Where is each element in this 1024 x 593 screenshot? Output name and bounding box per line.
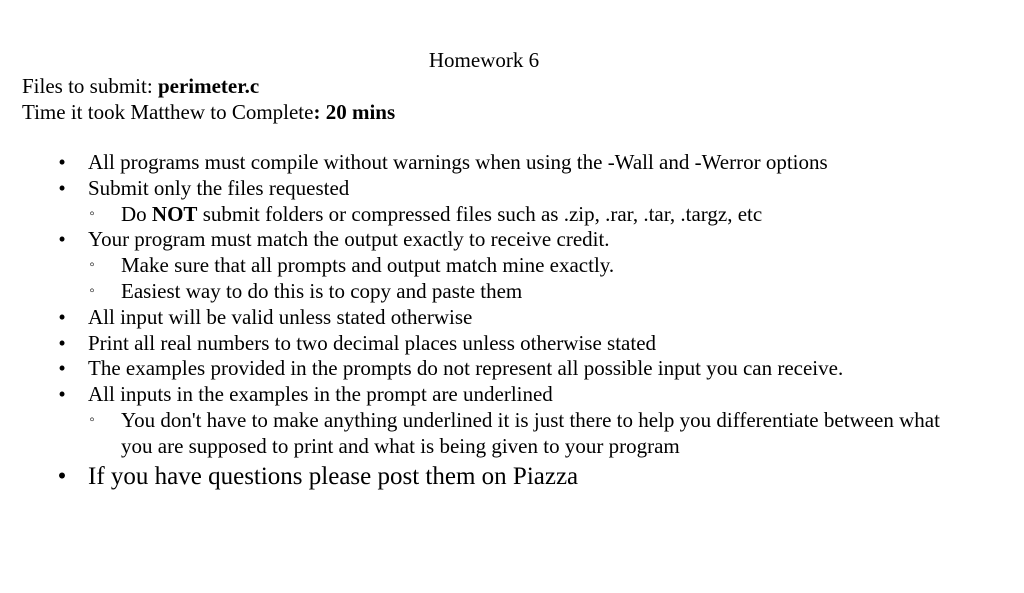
files-to-submit-line	[22, 73, 259, 99]
list-item	[0, 461, 1024, 492]
list-item-text: Easiest way to do this is to copy and paste them	[121, 278, 523, 303]
requirements-list	[0, 150, 1024, 492]
list-item-text: Submit only the files requested	[88, 175, 350, 200]
sub-bullet-icon: ◦	[89, 205, 95, 222]
document-title: Homework 6	[428, 48, 540, 72]
list-item-text: Make sure that all prompts and output match mine exactly.	[121, 253, 615, 278]
completion-time-line	[22, 99, 395, 125]
list-item-text: Your program must match the output exactly to receive credit.	[88, 227, 610, 252]
list-item	[0, 356, 1024, 382]
list-item-text: The examples provided in the prompts do not represent all possible input you can receive.	[88, 356, 844, 381]
list-item-text: You don't have to make anything underlined it is just there to help you differentiate between what you are supposed to print and what is being given to your program	[121, 407, 940, 458]
files-label: Files to submit:	[22, 74, 158, 98]
time-label: Time it took Matthew to Complete	[22, 100, 314, 124]
sub-bullet-icon: ◦	[89, 257, 95, 274]
sub-list-item	[0, 202, 1024, 228]
list-item-text: All programs must compile without warnings when using the -Wall and -Werror options	[88, 150, 828, 174]
list-item-text: All input will be valid unless stated otherwise	[88, 304, 473, 329]
sub-list-item	[0, 408, 951, 460]
list-item	[0, 305, 1024, 331]
time-colon: :	[313, 100, 321, 124]
list-item-text: If you have questions please post them on Piazza	[88, 462, 579, 490]
list-item-text-bold: NOT	[151, 201, 198, 226]
list-item	[0, 331, 1024, 357]
list-item-text-post: submit folders or compressed files such as .zip, .rar, .tar, .targz, etc	[197, 201, 763, 226]
list-item-text: All inputs in the examples in the prompt are underlined	[88, 382, 553, 407]
bullet-icon: •	[58, 175, 66, 200]
bullet-icon: •	[58, 227, 66, 252]
time-value: 20 mins	[320, 100, 396, 124]
bullet-icon: •	[58, 382, 66, 407]
list-item-text-pre: Do	[121, 201, 152, 226]
list-item	[0, 176, 1024, 202]
bullet-icon: •	[57, 462, 67, 490]
bullet-icon: •	[58, 150, 66, 174]
sub-list-item	[0, 253, 1024, 279]
list-item	[0, 227, 1024, 253]
list-item	[0, 150, 1024, 176]
bullet-icon: •	[58, 304, 66, 329]
bullet-icon: •	[58, 356, 66, 381]
sub-bullet-icon: ◦	[89, 282, 95, 299]
sub-list-item	[0, 279, 1024, 305]
list-item-text: Print all real numbers to two decimal places unless otherwise stated	[88, 330, 657, 355]
list-item	[0, 382, 1024, 408]
files-value: perimeter.c	[157, 74, 260, 98]
sub-bullet-icon: ◦	[89, 411, 95, 428]
bullet-icon: •	[58, 330, 66, 355]
